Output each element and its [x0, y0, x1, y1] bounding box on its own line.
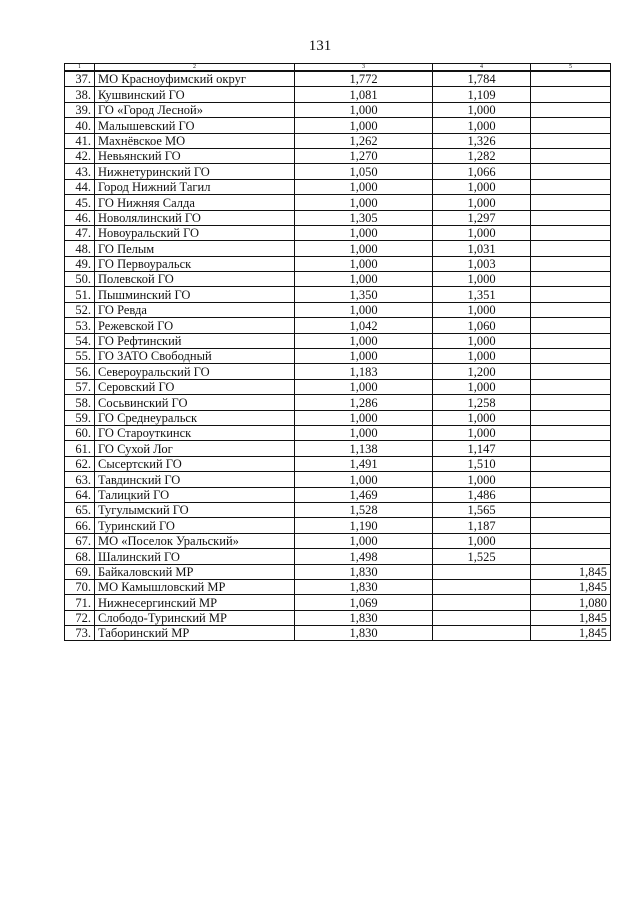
- municipality-name: ГО Среднеуральск: [95, 410, 295, 425]
- row-number: 37.: [65, 71, 95, 87]
- value-col-3: 1,772: [295, 71, 433, 87]
- row-number: 57.: [65, 379, 95, 394]
- value-col-3: 1,498: [295, 549, 433, 564]
- value-col-5: [531, 241, 611, 256]
- value-col-5: [531, 87, 611, 102]
- row-number: 48.: [65, 241, 95, 256]
- municipality-name: Пышминский ГО: [95, 287, 295, 302]
- value-col-4: 1,282: [433, 148, 531, 163]
- row-number: 69.: [65, 564, 95, 579]
- municipality-name: ГО Нижняя Салда: [95, 195, 295, 210]
- value-col-5: [531, 549, 611, 564]
- value-col-4: 1,297: [433, 210, 531, 225]
- row-number: 59.: [65, 410, 95, 425]
- value-col-4: 1,525: [433, 549, 531, 564]
- row-number: 62.: [65, 456, 95, 471]
- value-col-5: [531, 533, 611, 548]
- municipality-name: Малышевский ГО: [95, 118, 295, 133]
- header-col-1: 1: [65, 64, 95, 72]
- table-row: [65, 71, 611, 87]
- value-col-4: 1,187: [433, 518, 531, 533]
- value-col-3: 1,190: [295, 518, 433, 533]
- table-row: [65, 410, 611, 425]
- value-col-4: 1,784: [433, 71, 531, 87]
- row-number: 39.: [65, 102, 95, 117]
- table-row: [65, 302, 611, 317]
- value-col-5: [531, 410, 611, 425]
- municipality-name: Режевской ГО: [95, 318, 295, 333]
- value-col-5: [531, 102, 611, 117]
- value-col-4: 1,109: [433, 87, 531, 102]
- value-col-3: 1,000: [295, 225, 433, 240]
- value-col-4: 1,066: [433, 164, 531, 179]
- table-row: [65, 210, 611, 225]
- value-col-4: 1,000: [433, 195, 531, 210]
- table-row: [65, 518, 611, 533]
- value-col-3: 1,000: [295, 472, 433, 487]
- table-row: [65, 225, 611, 240]
- table-header-row: [65, 64, 611, 72]
- value-col-4: 1,000: [433, 102, 531, 117]
- value-col-3: 1,000: [295, 425, 433, 440]
- row-number: 72.: [65, 610, 95, 625]
- table-row: [65, 626, 611, 641]
- value-col-4: [433, 579, 531, 594]
- row-number: 71.: [65, 595, 95, 610]
- value-col-3: 1,830: [295, 626, 433, 641]
- table-row: [65, 179, 611, 194]
- value-col-3: 1,830: [295, 564, 433, 579]
- municipality-name: ГО Сухой Лог: [95, 441, 295, 456]
- municipality-name: Талицкий ГО: [95, 487, 295, 502]
- table-row: [65, 395, 611, 410]
- row-number: 63.: [65, 472, 95, 487]
- page-number: 131: [308, 38, 332, 54]
- value-col-4: 1,031: [433, 241, 531, 256]
- value-col-4: 1,000: [433, 333, 531, 348]
- value-col-4: 1,326: [433, 133, 531, 148]
- value-col-3: 1,000: [295, 533, 433, 548]
- row-number: 67.: [65, 533, 95, 548]
- row-number: 73.: [65, 626, 95, 641]
- value-col-5: [531, 71, 611, 87]
- value-col-4: 1,200: [433, 364, 531, 379]
- row-number: 47.: [65, 225, 95, 240]
- value-col-5: [531, 379, 611, 394]
- value-col-5: [531, 441, 611, 456]
- table-row: [65, 595, 611, 610]
- value-col-5: [531, 318, 611, 333]
- value-col-3: 1,000: [295, 102, 433, 117]
- row-number: 58.: [65, 395, 95, 410]
- value-col-5: [531, 333, 611, 348]
- value-col-5: [531, 179, 611, 194]
- value-col-3: 1,050: [295, 164, 433, 179]
- value-col-5: [531, 349, 611, 364]
- row-number: 49.: [65, 256, 95, 271]
- value-col-5: 1,080: [531, 595, 611, 610]
- municipality-name: Нижнесергинский МР: [95, 595, 295, 610]
- value-col-5: [531, 225, 611, 240]
- value-col-3: 1,270: [295, 148, 433, 163]
- row-number: 43.: [65, 164, 95, 179]
- value-col-4: 1,000: [433, 410, 531, 425]
- value-col-4: 1,000: [433, 225, 531, 240]
- value-col-3: 1,000: [295, 349, 433, 364]
- value-col-4: [433, 595, 531, 610]
- value-col-3: 1,000: [295, 333, 433, 348]
- value-col-3: 1,000: [295, 256, 433, 271]
- row-number: 55.: [65, 349, 95, 364]
- municipality-name: МО Камышловский МР: [95, 579, 295, 594]
- row-number: 65.: [65, 502, 95, 517]
- table-row: [65, 256, 611, 271]
- table-row: [65, 579, 611, 594]
- value-col-3: 1,138: [295, 441, 433, 456]
- value-col-5: [531, 456, 611, 471]
- table-row: [65, 349, 611, 364]
- value-col-5: 1,845: [531, 564, 611, 579]
- row-number: 56.: [65, 364, 95, 379]
- municipality-name: ГО Рефтинский: [95, 333, 295, 348]
- row-number: 40.: [65, 118, 95, 133]
- municipality-name: Сосьвинский ГО: [95, 395, 295, 410]
- row-number: 46.: [65, 210, 95, 225]
- municipality-name: Туринский ГО: [95, 518, 295, 533]
- row-number: 70.: [65, 579, 95, 594]
- value-col-3: 1,350: [295, 287, 433, 302]
- municipality-name: Невьянский ГО: [95, 148, 295, 163]
- municipality-name: Новоуральский ГО: [95, 225, 295, 240]
- value-col-4: 1,000: [433, 472, 531, 487]
- value-col-4: 1,000: [433, 425, 531, 440]
- value-col-4: [433, 564, 531, 579]
- value-col-5: [531, 518, 611, 533]
- municipality-name: МО «Поселок Уральский»: [95, 533, 295, 548]
- value-col-5: [531, 364, 611, 379]
- table-row: [65, 318, 611, 333]
- value-col-4: 1,000: [433, 179, 531, 194]
- municipality-name: Сысертский ГО: [95, 456, 295, 471]
- value-col-5: [531, 272, 611, 287]
- municipality-name: Серовский ГО: [95, 379, 295, 394]
- municipality-name: ГО Староуткинск: [95, 425, 295, 440]
- header-col-2: 2: [95, 64, 295, 72]
- table-row: [65, 133, 611, 148]
- municipality-name: Нижнетуринский ГО: [95, 164, 295, 179]
- row-number: 66.: [65, 518, 95, 533]
- table-row: [65, 287, 611, 302]
- value-col-3: 1,081: [295, 87, 433, 102]
- value-col-3: 1,000: [295, 118, 433, 133]
- municipality-name: ГО Первоуральск: [95, 256, 295, 271]
- value-col-5: [531, 210, 611, 225]
- value-col-5: [531, 302, 611, 317]
- table-row: [65, 379, 611, 394]
- value-col-3: 1,069: [295, 595, 433, 610]
- value-col-5: [531, 195, 611, 210]
- table-row: [65, 118, 611, 133]
- table-row: [65, 610, 611, 625]
- value-col-3: 1,262: [295, 133, 433, 148]
- municipality-name: Североуральский ГО: [95, 364, 295, 379]
- value-col-4: 1,258: [433, 395, 531, 410]
- value-col-5: 1,845: [531, 626, 611, 641]
- municipality-name: Тугулымский ГО: [95, 502, 295, 517]
- value-col-4: 1,003: [433, 256, 531, 271]
- table-row: [65, 549, 611, 564]
- value-col-3: 1,491: [295, 456, 433, 471]
- municipality-name: Кушвинский ГО: [95, 87, 295, 102]
- value-col-4: 1,351: [433, 287, 531, 302]
- value-col-4: 1,000: [433, 349, 531, 364]
- value-col-3: 1,286: [295, 395, 433, 410]
- coefficients-table: [64, 63, 611, 641]
- value-col-5: [531, 502, 611, 517]
- municipality-name: Новолялинский ГО: [95, 210, 295, 225]
- value-col-5: 1,845: [531, 610, 611, 625]
- header-col-3: 3: [295, 64, 433, 72]
- value-col-3: 1,830: [295, 579, 433, 594]
- row-number: 51.: [65, 287, 95, 302]
- value-col-5: [531, 133, 611, 148]
- row-number: 53.: [65, 318, 95, 333]
- value-col-4: 1,510: [433, 456, 531, 471]
- municipality-name: ГО ЗАТО Свободный: [95, 349, 295, 364]
- value-col-3: 1,000: [295, 302, 433, 317]
- value-col-5: [531, 287, 611, 302]
- value-col-3: 1,528: [295, 502, 433, 517]
- value-col-5: [531, 425, 611, 440]
- municipality-name: Таборинский МР: [95, 626, 295, 641]
- row-number: 45.: [65, 195, 95, 210]
- row-number: 44.: [65, 179, 95, 194]
- value-col-4: 1,000: [433, 533, 531, 548]
- table-row: [65, 195, 611, 210]
- table-row: [65, 441, 611, 456]
- municipality-name: Полевской ГО: [95, 272, 295, 287]
- value-col-4: 1,486: [433, 487, 531, 502]
- table-row: [65, 456, 611, 471]
- value-col-4: 1,000: [433, 302, 531, 317]
- value-col-5: [531, 256, 611, 271]
- municipality-name: Шалинский ГО: [95, 549, 295, 564]
- municipality-name: ГО Ревда: [95, 302, 295, 317]
- value-col-3: 1,183: [295, 364, 433, 379]
- value-col-4: 1,000: [433, 379, 531, 394]
- value-col-3: 1,042: [295, 318, 433, 333]
- value-col-5: [531, 487, 611, 502]
- value-col-4: [433, 610, 531, 625]
- table-row: [65, 148, 611, 163]
- table-row: [65, 87, 611, 102]
- table-row: [65, 102, 611, 117]
- value-col-3: 1,305: [295, 210, 433, 225]
- value-col-4: 1,000: [433, 272, 531, 287]
- header-col-4: 4: [433, 64, 531, 72]
- value-col-3: 1,000: [295, 272, 433, 287]
- value-col-5: [531, 472, 611, 487]
- table-row: [65, 487, 611, 502]
- value-col-3: 1,830: [295, 610, 433, 625]
- header-col-5: 5: [531, 64, 611, 72]
- value-col-4: 1,565: [433, 502, 531, 517]
- value-col-4: 1,147: [433, 441, 531, 456]
- municipality-name: Тавдинский ГО: [95, 472, 295, 487]
- table-row: [65, 364, 611, 379]
- table-row: [65, 333, 611, 348]
- value-col-4: [433, 626, 531, 641]
- municipality-name: ГО «Город Лесной»: [95, 102, 295, 117]
- value-col-3: 1,000: [295, 179, 433, 194]
- value-col-5: [531, 118, 611, 133]
- municipality-name: Байкаловский МР: [95, 564, 295, 579]
- row-number: 60.: [65, 425, 95, 440]
- row-number: 41.: [65, 133, 95, 148]
- table-row: [65, 272, 611, 287]
- table-row: [65, 502, 611, 517]
- table-row: [65, 533, 611, 548]
- municipality-name: Город Нижний Тагил: [95, 179, 295, 194]
- table-row: [65, 241, 611, 256]
- table-row: [65, 472, 611, 487]
- value-col-4: 1,000: [433, 118, 531, 133]
- municipality-name: Махнёвское МО: [95, 133, 295, 148]
- value-col-5: [531, 395, 611, 410]
- row-number: 61.: [65, 441, 95, 456]
- row-number: 52.: [65, 302, 95, 317]
- row-number: 64.: [65, 487, 95, 502]
- value-col-4: 1,060: [433, 318, 531, 333]
- value-col-3: 1,000: [295, 241, 433, 256]
- municipality-name: МО Красноуфимский округ: [95, 71, 295, 87]
- value-col-3: 1,000: [295, 195, 433, 210]
- value-col-5: 1,845: [531, 579, 611, 594]
- row-number: 54.: [65, 333, 95, 348]
- value-col-5: [531, 148, 611, 163]
- table-row: [65, 564, 611, 579]
- table-row: [65, 425, 611, 440]
- value-col-5: [531, 164, 611, 179]
- municipality-name: Слободо-Туринский МР: [95, 610, 295, 625]
- value-col-3: 1,000: [295, 410, 433, 425]
- row-number: 68.: [65, 549, 95, 564]
- row-number: 42.: [65, 148, 95, 163]
- value-col-3: 1,469: [295, 487, 433, 502]
- row-number: 38.: [65, 87, 95, 102]
- value-col-3: 1,000: [295, 379, 433, 394]
- table-row: [65, 164, 611, 179]
- row-number: 50.: [65, 272, 95, 287]
- municipality-name: ГО Пелым: [95, 241, 295, 256]
